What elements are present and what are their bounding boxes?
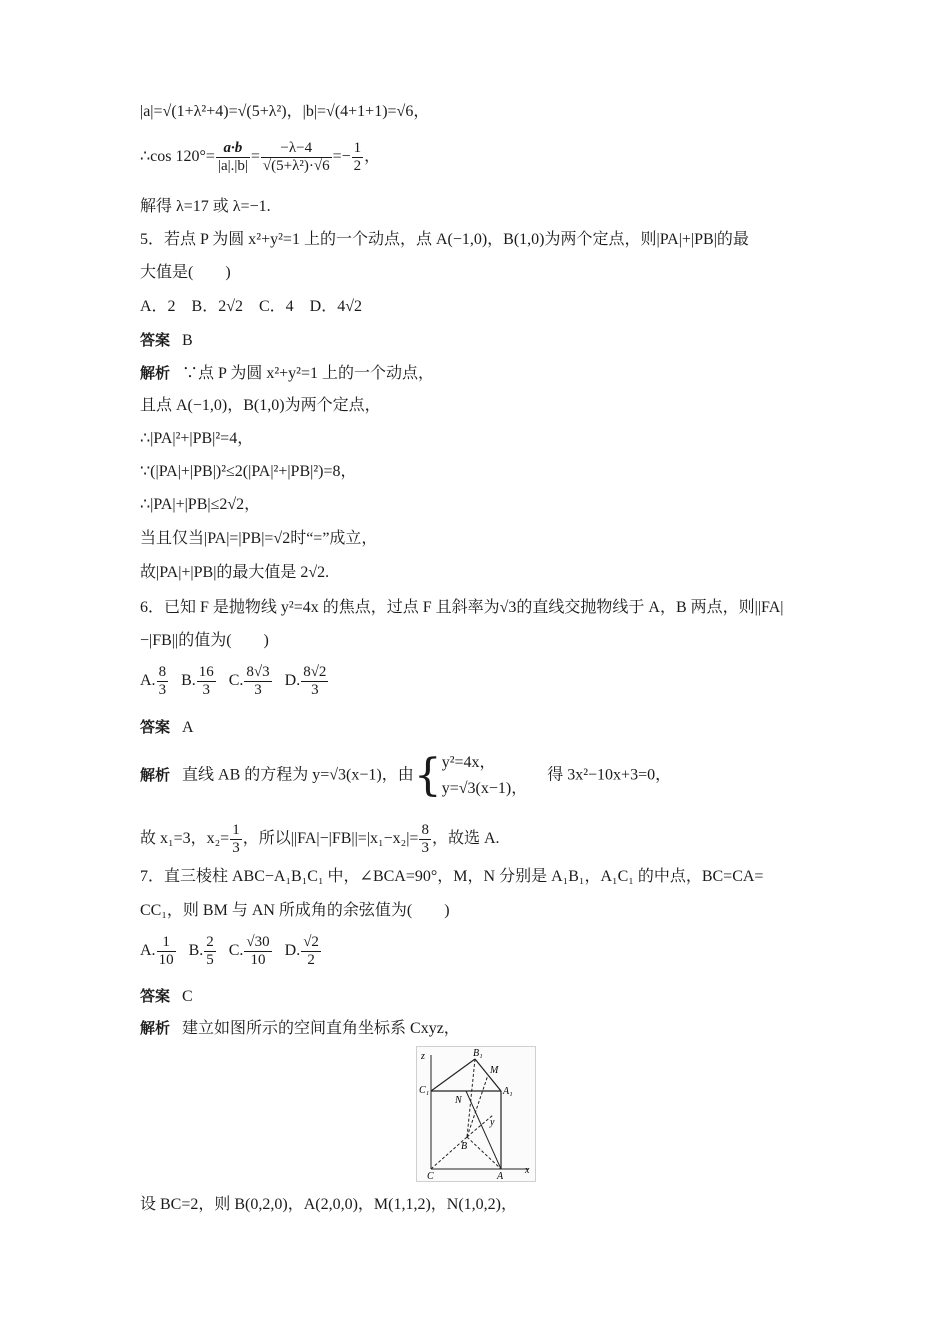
fraction-num: −λ−4: [261, 140, 332, 158]
question-5-line-2: 大值是( ): [140, 264, 231, 281]
text: 建立如图所示的空间直角坐标系 Cxyz，: [182, 1020, 460, 1037]
prism-figure: [416, 1046, 536, 1182]
text: ，所以||FA|−|FB||=|x₁−x₂|=: [242, 830, 419, 848]
fraction-num: 8: [421, 822, 429, 838]
solution-6-line-2: [140, 822, 500, 857]
answer-7: [140, 985, 193, 1008]
fraction-den: 10: [250, 952, 266, 968]
option-d-fraction: [301, 934, 321, 969]
segment-an: [466, 1091, 501, 1169]
text: 故 x₁=3，x₂=: [140, 830, 230, 848]
fraction-lambda: [261, 140, 332, 175]
option-c-label: C.: [228, 942, 244, 960]
question-6-options: [140, 664, 329, 699]
option-a-fraction: [157, 664, 169, 699]
label-a1: A₁: [503, 1086, 513, 1097]
fraction: [230, 822, 242, 857]
question-5-line-1: 5．若点 P 为圆 x²+y²=1 上的一个动点，点 A(−1,0)，B(1,0)为两个定点，则|PA|+|PB|的最: [140, 231, 749, 248]
fraction-num: 8: [158, 664, 167, 680]
fraction-den: 10: [158, 952, 174, 968]
option-a-label: A.: [140, 672, 156, 690]
solution-5-line-6: 当且仅当|PA|=|PB|=√2时“=”成立，: [140, 530, 378, 547]
fraction-den: 3: [311, 682, 319, 698]
answer-value: C: [182, 988, 193, 1005]
label-b1: B₁: [473, 1048, 483, 1059]
solution-line-3: 解得 λ=17 或 λ=−1.: [140, 198, 271, 215]
fraction-den: √(5+λ²)·√6: [262, 158, 330, 174]
fraction-den: 3: [232, 840, 240, 856]
fraction-den: 3: [254, 682, 262, 698]
label-c1: C₁: [419, 1085, 430, 1096]
option-a-fraction: [157, 934, 176, 969]
answer-label: 答案: [140, 718, 171, 736]
prism-diagram: [417, 1047, 535, 1181]
option-c-label: C.: [228, 672, 244, 690]
label-n: N: [455, 1095, 462, 1106]
segment-m: [488, 1075, 501, 1091]
edge-c1-b1: [431, 1059, 475, 1091]
label-z: z: [421, 1051, 425, 1062]
label-c: C: [427, 1171, 434, 1181]
text: ，故选 A.: [431, 830, 500, 848]
fraction-den: 3: [421, 840, 429, 856]
question-7-line-1: 7．直三棱柱 ABC−A₁B₁C₁ 中，∠BCA=90°，M，N 分别是 A₁B₁，A₁C₁ 的中点，BC=CA=: [140, 868, 764, 885]
option-b-label: B.: [188, 942, 204, 960]
question-6-line-1: 6．已知 F 是抛物线 y²=4x 的焦点，过点 F 且斜率为√3的直线交抛物线于 A，B 两点，则||FA|: [140, 599, 784, 616]
equation: y²=4x，: [441, 754, 496, 771]
fraction-half: [352, 140, 364, 175]
solution-5-line-1: [140, 362, 434, 385]
fraction-num: √2: [303, 934, 319, 950]
fraction-num: √30: [246, 934, 270, 950]
text: 得 3x²−10x+3=0，: [547, 766, 672, 784]
text: ，: [364, 148, 381, 166]
solution-6-line-1: [140, 750, 671, 802]
option-d-label: D.: [284, 672, 301, 690]
option-d-fraction: [301, 664, 328, 699]
solution-line-1: |a|=√(1+λ²+4)=√(5+λ²)，|b|=√(4+1+1)=√6，: [140, 103, 430, 120]
question-7-options: [140, 934, 322, 969]
fraction-num: a·b: [216, 140, 250, 158]
option-d-label: D.: [284, 942, 301, 960]
solution-7-line-1: [140, 1017, 460, 1040]
equation: y=√3(x−1)，: [441, 780, 528, 797]
question-5-options: A．2 B．2√2 C．4 D．4√2: [140, 298, 363, 315]
answer-value: A: [182, 719, 194, 736]
option-c-fraction: [244, 664, 271, 699]
option-b-fraction: [204, 934, 216, 969]
solution-5-line-7: 故|PA|+|PB|的最大值是 2√2.: [140, 564, 330, 581]
fraction-den: 5: [206, 952, 214, 968]
solution-5-line-2: 且点 A(−1,0)，B(1,0)为两个定点，: [140, 397, 381, 414]
fraction-den: 2: [353, 158, 362, 174]
answer-value: B: [182, 332, 193, 349]
label-y: y: [490, 1117, 495, 1128]
text: ∴cos 120°=: [140, 148, 215, 166]
analysis-label: 解析: [140, 364, 171, 382]
analysis-label: 解析: [140, 1019, 171, 1037]
answer-6: [140, 716, 194, 739]
brace: {: [413, 750, 442, 801]
option-a-label: A.: [140, 942, 156, 960]
question-6-line-2: −|FB||的值为( ): [140, 632, 269, 649]
fraction-den: 3: [202, 682, 210, 698]
fraction-num: 1: [157, 934, 176, 952]
solution-7-line-2: 设 BC=2，则 B(0,2,0)，A(2,0,0)，M(1,1,2)，N(1,0,2)，: [140, 1196, 518, 1213]
label-m: M: [490, 1065, 499, 1076]
fraction-den: 3: [158, 682, 167, 698]
solution-5-line-4: ∵(|PA|+|PB|)²≤2(|PA|²+|PB|²)=8，: [140, 463, 357, 480]
answer-5: [140, 329, 193, 352]
fraction-ab: [216, 140, 250, 175]
answer-label: 答案: [140, 331, 171, 349]
fraction-num: 16: [198, 664, 214, 680]
text: 直线 AB 的方程为 y=√3(x−1)，由: [182, 766, 414, 784]
fraction-den: 2: [307, 952, 315, 968]
fraction: [419, 822, 431, 857]
answer-label: 答案: [140, 987, 171, 1005]
fraction-num: 8√3: [246, 664, 270, 680]
fraction-num: 1: [353, 140, 362, 156]
label-x: x: [525, 1165, 530, 1176]
option-c-fraction: [244, 934, 271, 969]
solution-line-2: [140, 140, 380, 175]
question-7-line-2: CC₁，则 BM 与 AN 所成角的余弦值为( ): [140, 902, 450, 919]
fraction-num: 8√2: [303, 664, 327, 680]
text: =−: [332, 148, 351, 166]
label-b: B: [461, 1141, 468, 1152]
fraction-num: 1: [232, 822, 240, 838]
analysis-label: 解析: [140, 765, 171, 784]
edge-b-a: [467, 1137, 501, 1169]
solution-5-line-3: ∴|PA|²+|PB|²=4，: [140, 430, 254, 447]
option-b-fraction: [197, 664, 216, 699]
fraction-den: |a|.|b|: [217, 158, 248, 174]
fraction-num: 2: [206, 934, 214, 950]
label-a: A: [497, 1171, 504, 1181]
text: =: [250, 148, 260, 166]
option-b-label: B.: [181, 672, 196, 690]
equation-system: [442, 750, 528, 802]
text: ∵点 P 为圆 x²+y²=1 上的一个动点，: [182, 365, 434, 382]
solution-5-line-5: ∴|PA|+|PB|≤2√2，: [140, 496, 261, 513]
